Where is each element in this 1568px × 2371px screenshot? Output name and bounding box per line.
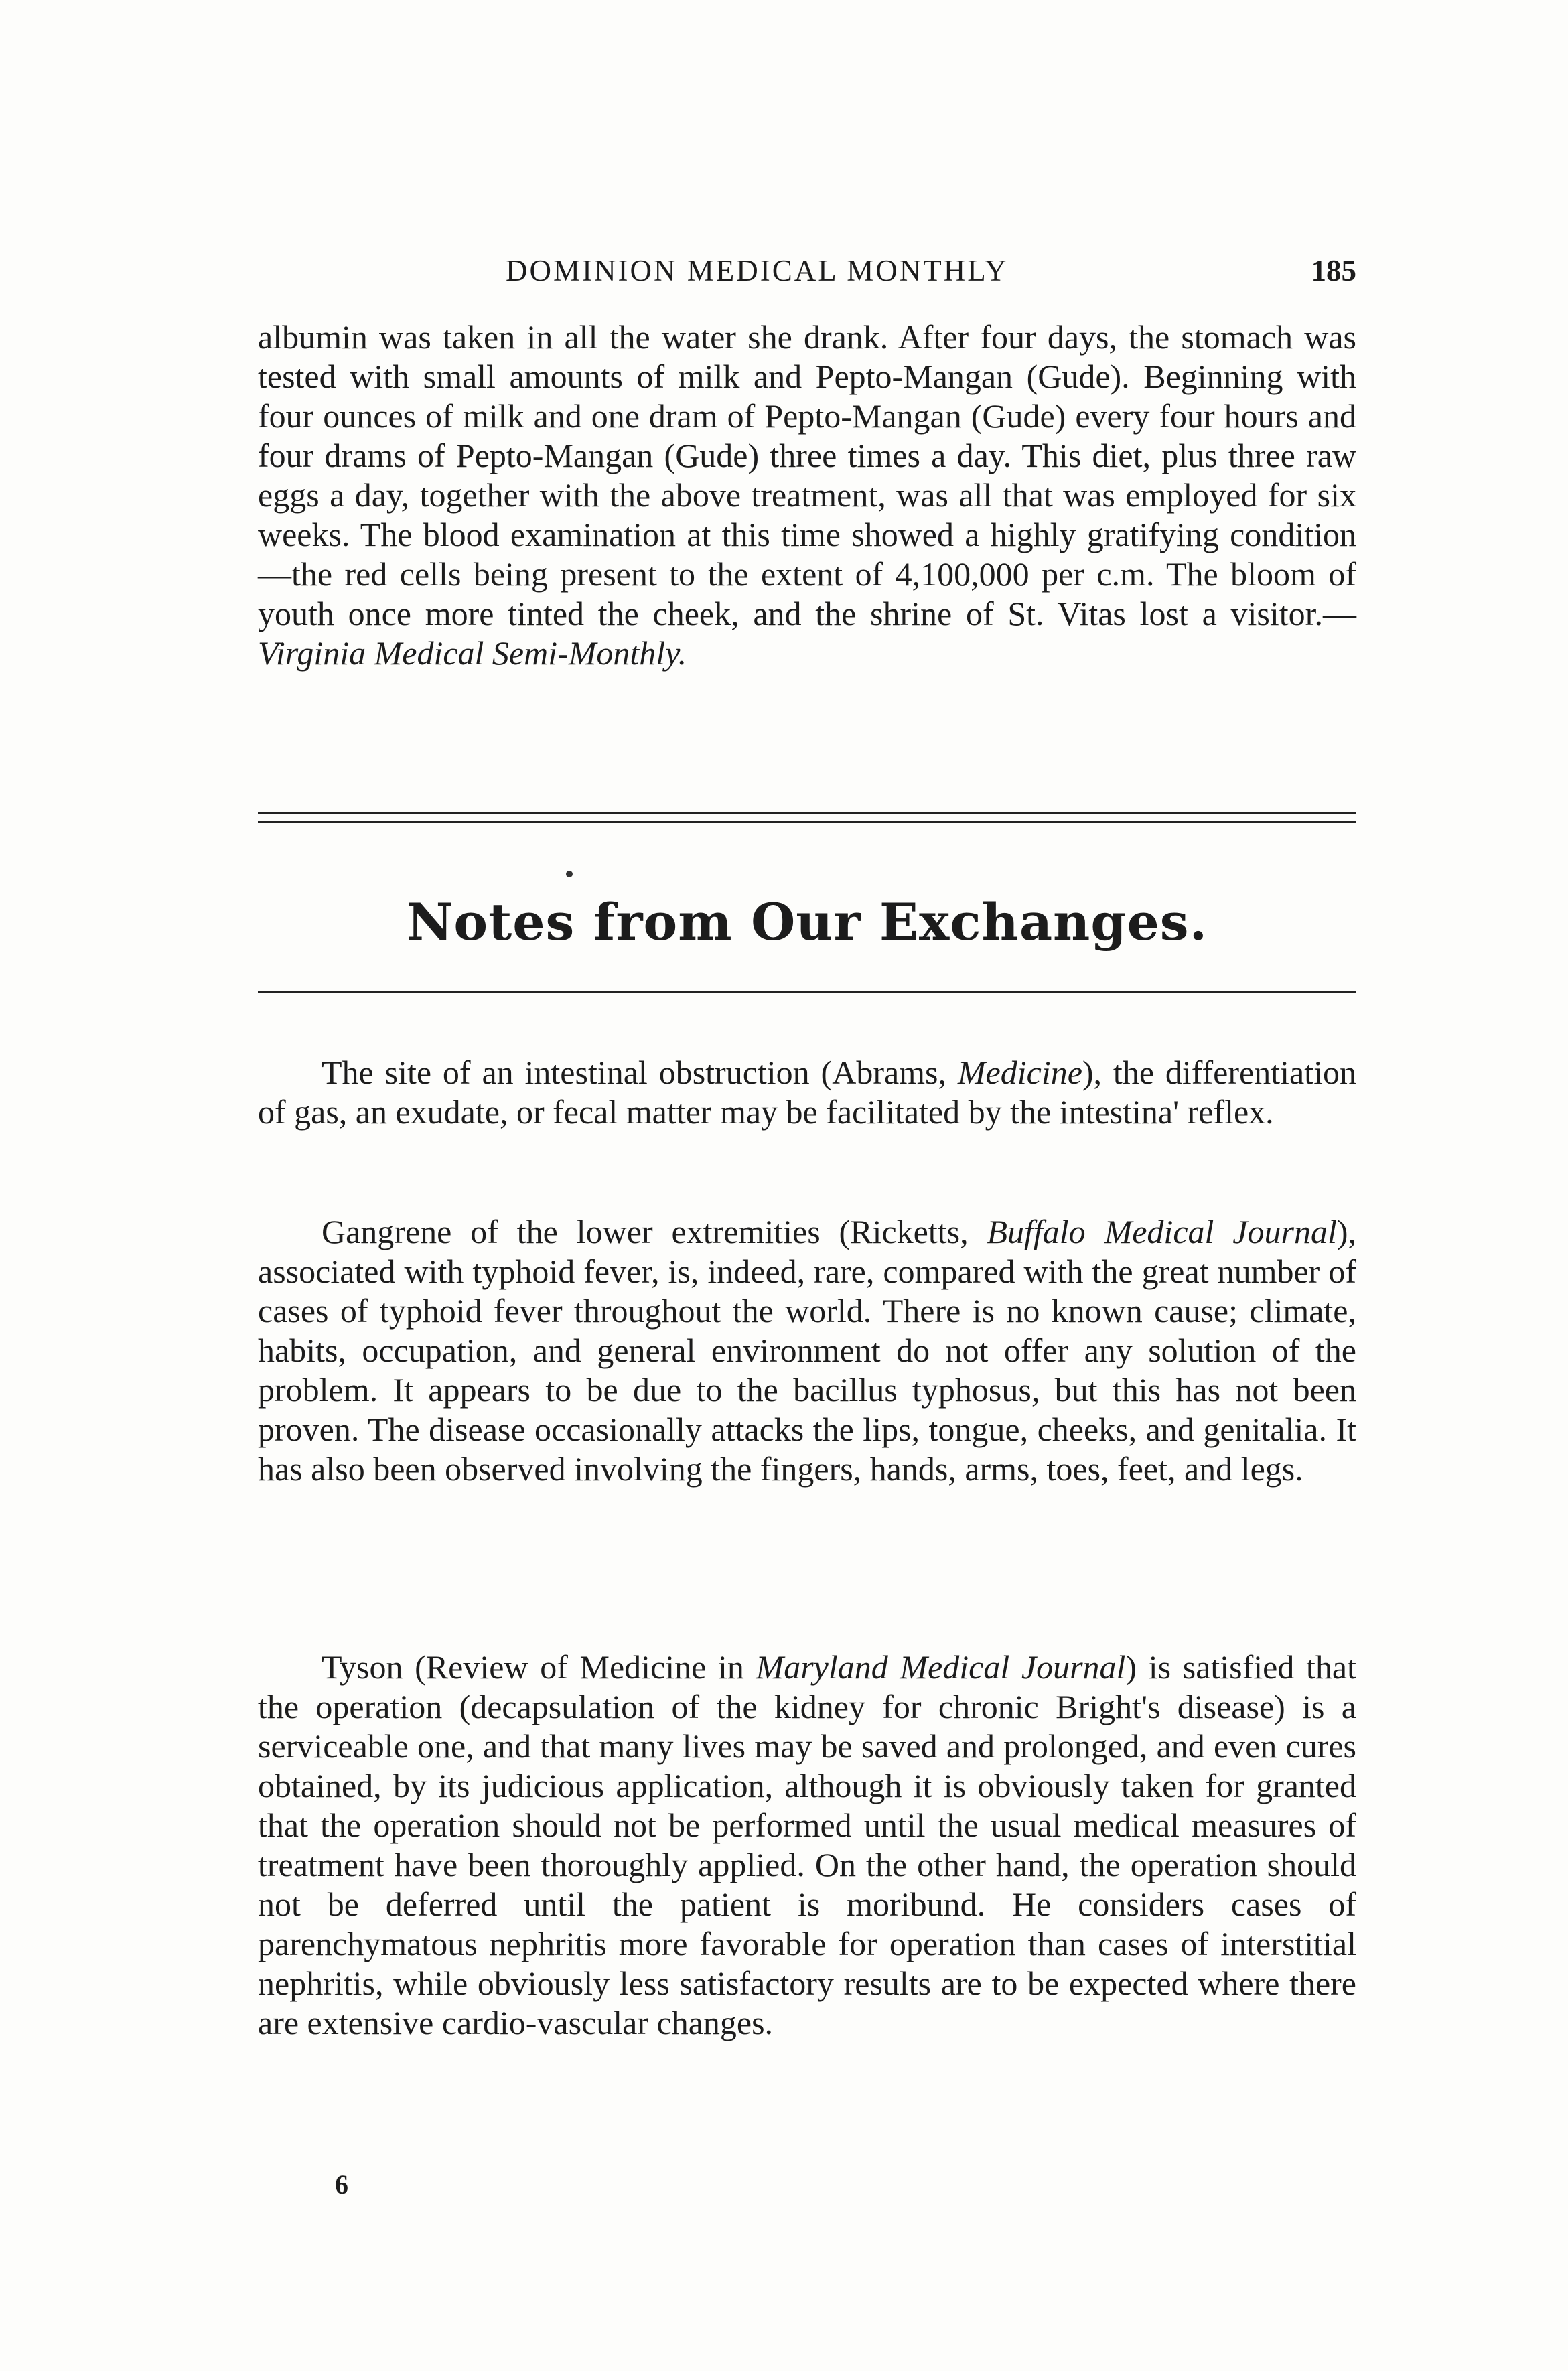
continued-paragraph <box>258 317 1356 673</box>
journal-title: DOMINION MEDICAL MONTHLY <box>506 254 1009 287</box>
section-heading: Notes from Our Exchanges. <box>406 892 1208 952</box>
continued-text: albumin was taken in all the water she drank. After four days, the stomach was tested with small amounts of milk and Pepto-Mangan (Gude). Beginning with four ounces of milk and one dram of Pepto-Mangan (Gude) every four hours and four drams of Pepto-Mangan (Gude) three times a day. This diet, plus three raw eggs a day, together with the above treatment, was all that was employed for six weeks. The blood examination at this time showed a highly gratifying condition—the red cells being present to the extent of 4,100,000 per c.m. The bloom of youth once more tinted the cheek, and the shrine of St. Vitas lost a visitor.— <box>258 318 1356 632</box>
signature-mark: 6 <box>335 2169 348 2200</box>
note-paragraph-3 <box>258 1648 1356 2043</box>
double-rule-bottom <box>258 821 1356 823</box>
source-citation: Virginia Medical Semi-Monthly. <box>258 634 687 672</box>
double-rule-top <box>258 812 1356 814</box>
page <box>258 0 1356 2371</box>
note-paragraph-2 <box>258 1212 1356 1489</box>
note-text: ), the differentiation of gas, an exudate, or fecal matter may be facilitated by the intestina' reflex. <box>258 1054 1356 1131</box>
note-citation: Maryland Medical Journal <box>756 1648 1126 1686</box>
note-paragraph-1 <box>258 1053 1356 1132</box>
section-rule <box>258 991 1356 993</box>
page-number: 185 <box>1311 254 1356 287</box>
note-text: Tyson (Review of Medicine in <box>322 1648 756 1686</box>
note-citation: Medicine <box>957 1054 1082 1091</box>
note-text: The site of an intestinal obstruction (Abrams, <box>322 1054 958 1091</box>
decorative-dot <box>566 871 573 877</box>
note-text: ) is satisfied that the operation (decapsulation of the kidney for chronic Bright's disease) is a serviceable one, and that many lives may be saved and prolonged, and even cures obtained, by its judicious application, although it is obviously taken for granted that the operation should not be performed until the usual medical measures of treatment have been thoroughly applied. On the other hand, the operation should not be deferred until the patient is moribund. He considers cases of parenchymatous nephritis more favorable for operation than cases of interstitial nephritis, while obviously less satisfactory results are to be expected where there are extensive cardio-vascular changes. <box>258 1648 1356 2041</box>
note-text: Gangrene of the lower extremities (Ricketts, <box>322 1213 987 1250</box>
note-text: ), associated with typhoid fever, is, indeed, rare, compared with the great number of cases of typhoid fever throughout the world. There is no known cause; climate, habits, occupation, and general environment do not offer any solution of the problem. It appears to be due to the bacillus typhosus, but this has not been proven. The disease occasionally attacks the lips, tongue, cheeks, and genitalia. It has also been observed involving the fingers, hands, arms, toes, feet, and legs. <box>258 1213 1356 1488</box>
running-head <box>258 253 1356 293</box>
note-citation: Buffalo Medical Journal <box>987 1213 1337 1250</box>
